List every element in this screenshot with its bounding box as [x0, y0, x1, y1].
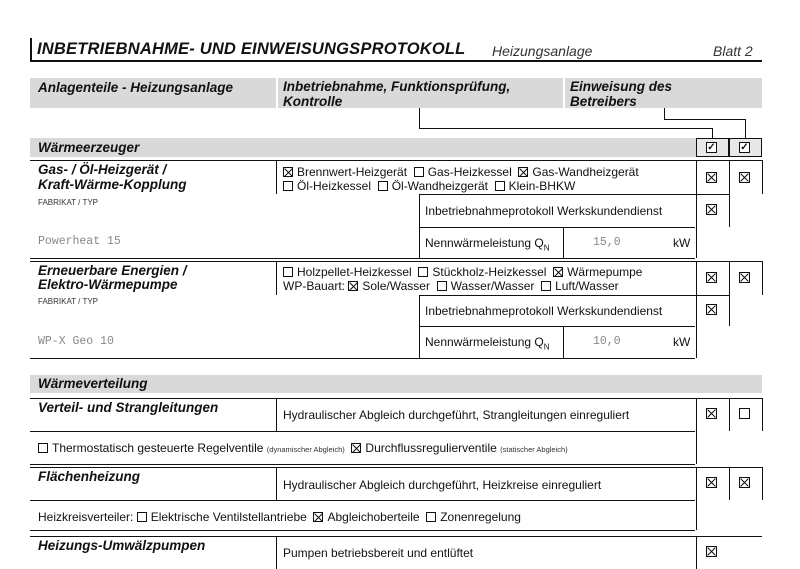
ee-title-2: Elektro-Wärmepumpe: [38, 277, 178, 292]
row-rule: [419, 227, 695, 228]
fabrikat-label: FABRIKAT / TYP: [38, 297, 99, 306]
gas-nenn-value[interactable]: 15,0: [593, 236, 621, 249]
page-title: INBETRIEBNAHME- UND EINWEISUNGSPROTOKOLL: [37, 40, 466, 58]
verteil-einweisung-checkbox[interactable]: [739, 408, 750, 419]
section-band: [30, 138, 762, 157]
row-rule: [30, 431, 695, 432]
ee-protokoll: Inbetriebnahmeprotokoll Werkskundendienst: [425, 304, 663, 318]
cell-divider: [276, 261, 277, 295]
gas-inbetrieb-checkbox[interactable]: [706, 172, 717, 183]
checkbox-brennwert[interactable]: [283, 167, 293, 177]
label-gaskessel: Gas-Heizkessel: [427, 165, 512, 179]
check-col-line: [729, 160, 730, 227]
ee-options-row1: [283, 265, 642, 279]
label-sole: Sole/Wasser: [362, 279, 430, 293]
check-col-line: [729, 467, 730, 500]
label-verteiler: Heizkreisverteiler:: [38, 510, 134, 524]
nenn-subscript: N: [543, 342, 550, 352]
checkbox-stueck[interactable]: [418, 267, 428, 277]
label-luft: Luft/Wasser: [555, 279, 619, 293]
row-rule: [419, 295, 729, 296]
note-thermo: (dynamischer Abgleich): [266, 445, 345, 454]
checkbox-thermo[interactable]: [38, 443, 48, 453]
label-thermo: Thermostatisch gesteuerte Regelventile: [52, 441, 264, 455]
row-rule: [30, 160, 762, 161]
label-ww: Wasser/Wasser: [450, 279, 535, 293]
fabrikat-label: FABRIKAT / TYP: [38, 198, 99, 207]
ee-title-1: Erneuerbare Energien /: [38, 263, 187, 278]
title-left-bar: [30, 38, 32, 62]
gas-title-2: Kraft-Wärme-Kopplung: [38, 177, 187, 192]
flaeche-inbetrieb-checkbox[interactable]: [706, 477, 717, 488]
label-bauart: WP-Bauart:: [283, 279, 346, 293]
label-gaswand: Gas-Wandheizgerät: [532, 165, 639, 179]
flaeche-text: Hydraulischer Abgleich durchgeführt, Heizkreise einreguliert: [283, 478, 602, 492]
col-anlagenteile: Anlagenteile - Heizungsanlage: [38, 80, 234, 95]
connector-line: [664, 119, 746, 120]
cell-divider: [276, 160, 277, 194]
check-col-line: [762, 398, 763, 431]
check-col-line: [762, 160, 763, 194]
check-col-line: [762, 467, 763, 500]
verteil-inbetrieb-checkbox[interactable]: [706, 408, 717, 419]
check-col-line: [762, 261, 763, 295]
checkbox-oelkessel[interactable]: [283, 181, 293, 191]
checkbox-elektr[interactable]: [137, 512, 147, 522]
label-pellet: Holzpellet-Heizkessel: [297, 265, 412, 279]
check-col-line: [696, 160, 697, 258]
row-rule: [30, 261, 762, 262]
sheet-number: Blatt 2: [713, 43, 753, 59]
checkbox-wp[interactable]: [553, 267, 563, 277]
checkbox-abgleich[interactable]: [313, 512, 323, 522]
title-rule: [30, 60, 762, 62]
checkbox-durchfluss[interactable]: [351, 443, 361, 453]
fabrikat-value: WP-X Geo 10: [38, 335, 114, 348]
row-rule: [30, 258, 695, 259]
checkbox-gaswand[interactable]: [518, 167, 528, 177]
verteil-options: [38, 441, 568, 457]
ee-protokoll-checkbox[interactable]: [706, 304, 717, 315]
cell-divider: [563, 227, 564, 258]
row-rule: [30, 500, 695, 501]
col-divider: [276, 78, 278, 108]
check-col-line: [729, 261, 730, 326]
row-rule: [30, 464, 695, 465]
col-divider: [563, 78, 565, 108]
cell-divider: [276, 467, 277, 500]
row-rule: [30, 536, 762, 537]
check-col-line: [696, 261, 697, 358]
checkbox-zonen[interactable]: [426, 512, 436, 522]
ee-nenn-label: [425, 335, 550, 354]
pumpen-text: Pumpen betriebsbereit und entlüftet: [283, 546, 474, 560]
gas-protokoll: Inbetriebnahmeprotokoll Werkskundendienst: [425, 204, 663, 218]
ee-nenn-unit: kW: [673, 335, 691, 349]
verteil-text: Hydraulischer Abgleich durchgeführt, Strangleitungen einreguliert: [283, 408, 630, 422]
ee-nenn-value[interactable]: 10,0: [593, 335, 621, 348]
header-checkmark-icon: ✓: [707, 142, 716, 153]
fabrikat-value: Powerheat 15: [38, 235, 121, 248]
gas-nenn-unit: kW: [673, 236, 691, 250]
label-abgleich: Abgleichoberteile: [327, 510, 420, 524]
cell-divider: [419, 194, 420, 258]
ee-inbetrieb-checkbox[interactable]: [706, 272, 717, 283]
section-waermeerzeuger: Wärmeerzeuger: [38, 140, 140, 155]
flaeche-einweisung-checkbox[interactable]: [739, 477, 750, 488]
connector-line: [745, 119, 746, 138]
row-rule: [30, 530, 695, 531]
label-stueck: Stückholz-Heizkessel: [432, 265, 547, 279]
checkbox-bhkw[interactable]: [495, 181, 505, 191]
label-zonen: Zonenregelung: [440, 510, 521, 524]
checkbox-luft[interactable]: [541, 281, 551, 291]
gas-options-row2: [283, 179, 575, 193]
page-subtitle: Heizungsanlage: [492, 43, 593, 59]
checkbox-gaskessel[interactable]: [414, 167, 424, 177]
gas-title-1: Gas- / Öl-Heizgerät /: [38, 162, 167, 177]
cell-divider: [276, 398, 277, 431]
cell-divider: [276, 536, 277, 569]
row-rule: [419, 326, 695, 327]
label-oelwand: Öl-Wandheizgerät: [391, 179, 488, 193]
connector-line: [419, 128, 712, 129]
label-brennwert: Brennwert-Heizgerät: [297, 165, 408, 179]
check-col-line: [696, 398, 697, 464]
gas-options-row1: [283, 165, 639, 179]
row-rule: [30, 467, 762, 468]
check-col-line: [696, 536, 697, 569]
label-elektr: Elektrische Ventilstellantriebe: [150, 510, 307, 524]
nenn-label-text: Nennwärmeleistung Q: [425, 236, 544, 250]
label-wp: Wärmepumpe: [567, 265, 643, 279]
check-col-line: [729, 398, 730, 431]
check-col-line: [696, 467, 697, 530]
pumpen-inbetrieb-checkbox[interactable]: [706, 546, 717, 557]
connector-line: [712, 128, 713, 138]
note-durchfluss: (statischer Abgleich): [500, 445, 568, 454]
row-rule: [30, 398, 762, 399]
checkbox-sole[interactable]: [348, 281, 358, 291]
gas-protokoll-checkbox[interactable]: [706, 204, 717, 215]
connector-line: [664, 108, 665, 119]
gas-nenn-label: [425, 236, 550, 255]
row-rule: [419, 194, 729, 195]
col-einweisung: Einweisung des Betreibers: [570, 79, 673, 109]
nenn-subscript: N: [543, 243, 550, 253]
flaeche-options: [38, 510, 521, 524]
row-rule: [30, 358, 695, 359]
checkbox-ww[interactable]: [437, 281, 447, 291]
nenn-label-text: Nennwärmeleistung Q: [425, 335, 544, 349]
col-inbetriebnahme: Inbetriebnahme, Funktionsprüfung, Kontrolle: [283, 79, 511, 109]
label-bhkw: Klein-BHKW: [508, 179, 576, 193]
checkbox-pellet[interactable]: [283, 267, 293, 277]
verteil-title: Verteil- und Strangleitungen: [38, 400, 219, 415]
section-waermeverteilung: Wärmeverteilung: [38, 376, 148, 391]
label-durchfluss: Durchflussregulierventile: [365, 441, 497, 455]
checkbox-oelwand[interactable]: [378, 181, 388, 191]
flaeche-title: Flächenheizung: [38, 469, 141, 484]
gas-einweisung-checkbox[interactable]: [739, 172, 750, 183]
connector-line: [419, 108, 420, 129]
ee-options-row2: [283, 279, 619, 293]
header-checkmark-icon: ✓: [740, 142, 749, 153]
ee-einweisung-checkbox[interactable]: [739, 272, 750, 283]
cell-divider: [563, 326, 564, 358]
pumpen-title: Heizungs-Umwälzpumpen: [38, 538, 206, 553]
label-oelkessel: Öl-Heizkessel: [297, 179, 372, 193]
